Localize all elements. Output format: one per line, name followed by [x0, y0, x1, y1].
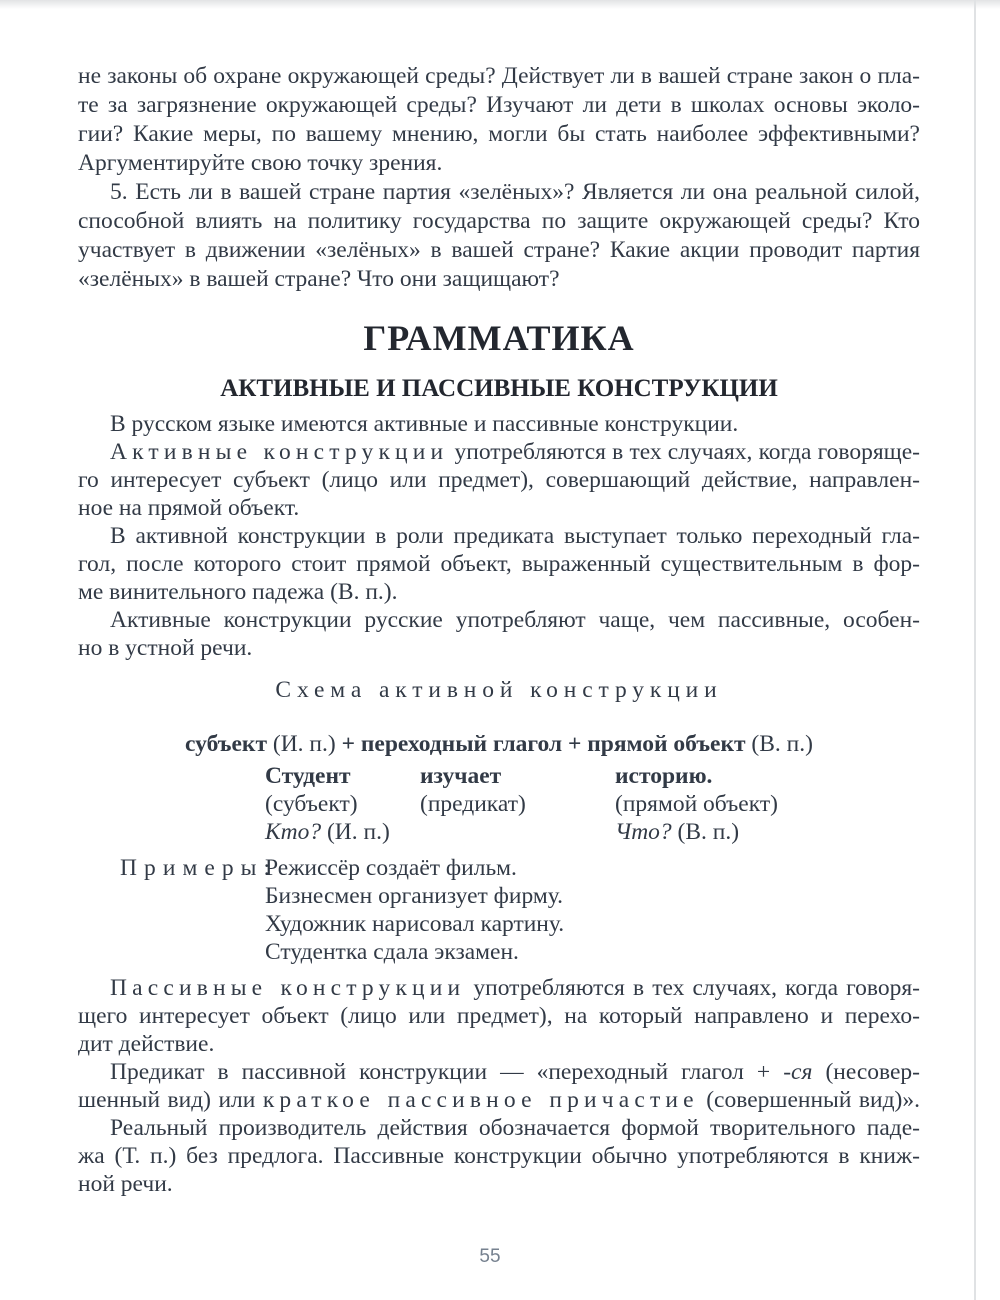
schema-example-table	[265, 762, 920, 846]
section-title: ГРАММАТИКА	[363, 318, 635, 358]
text-run: (совершенный вид)».	[698, 1087, 920, 1113]
examples-list	[265, 854, 564, 966]
example-item: Художник нарисовал картину.	[265, 911, 565, 937]
text-run: шенный вид) или	[78, 1087, 263, 1113]
text-line: ной речи.	[78, 1171, 173, 1197]
text-line: Активные конструкции русские употребляют чаще, чем пассивные, особен-	[110, 607, 920, 633]
text-line: Аргументируйте свою точку зрения.	[78, 150, 443, 176]
table-cell: историю.	[615, 763, 713, 789]
table-cell	[265, 818, 420, 846]
text-line: «зелёных» в вашей стране? Что они защищают?	[78, 266, 560, 292]
text-line: В русском языке имеются активные и пассивные конструкции.	[110, 411, 739, 437]
example-item: Бизнесмен организует фирму.	[265, 883, 563, 909]
schema-title: Схема активной конструкции	[275, 677, 723, 703]
intro-paragraph-1	[78, 62, 920, 178]
text-line	[78, 1058, 920, 1086]
case-label: (И. п.)	[321, 819, 390, 845]
question-word: Что?	[615, 819, 672, 845]
table-cell: изучает	[420, 763, 502, 789]
table-cell: (прямой объект)	[615, 791, 778, 817]
text-line: ное на прямой объект.	[78, 495, 300, 521]
case-label: (В. п.)	[671, 819, 740, 845]
scan-right-edge-line	[974, 0, 976, 1300]
text-line: жа (Т. п.) без предлога. Пассивные конструкции обычно употребляются в книж-	[78, 1143, 920, 1169]
text-line	[78, 974, 920, 1002]
table-cell	[615, 818, 920, 846]
formula-subject-case: (И. п.)	[272, 731, 336, 757]
text-run: употребляются в тех случаях, когда говоря-	[465, 975, 920, 1001]
text-line: 5. Есть ли в вашей стране партия «зелёных»? Является ли она реальной силой,	[110, 179, 920, 205]
emphasized-term: краткое пассивное причастие	[262, 1087, 699, 1113]
section-subtitle: АКТИВНЫЕ И ПАССИВНЫЕ КОНСТРУКЦИИ	[220, 375, 778, 402]
particle-sya: -ся	[783, 1059, 813, 1085]
emphasized-term: Пассивные конструкции	[110, 975, 466, 1001]
table-cell: Студент	[265, 763, 351, 789]
text-run: (несовер-	[812, 1059, 920, 1085]
text-line: гол, после которого стоит прямой объект, выраженный существительным в фор-	[78, 551, 920, 577]
examples-block	[78, 854, 920, 966]
text-line: Реальный производитель действия обозначается формой творительного паде-	[110, 1115, 920, 1141]
text-line: ме винительного падежа (В. п.).	[78, 579, 398, 605]
formula-middle: + переходный глагол + прямой объект	[335, 731, 752, 757]
text-line: щего интересует объект (лицо или предмет), на который направлено и перехо-	[78, 1003, 920, 1029]
question-word: Кто?	[265, 819, 322, 845]
text-line: не законы об охране окружающей среды? Действует ли в вашей стране закон о пла-	[78, 63, 920, 89]
schema-formula	[78, 730, 920, 758]
intro-paragraph-2	[78, 178, 920, 294]
text-line: но в устной речи.	[78, 635, 253, 661]
text-line: те за загрязнение окружающей среды? Изучают ли дети в школах основы эколо-	[78, 92, 920, 118]
table-cell: (предикат)	[420, 791, 526, 817]
table-cell: (субъект)	[265, 791, 358, 817]
formula-subject: субъект	[185, 731, 273, 757]
text-line: способной влиять на политику государства по защите окружающей среды? Кто	[78, 208, 920, 234]
grammar-paragraphs	[78, 410, 920, 662]
text-line: участвует в движении «зелёных» в вашей стране? Какие акции проводит партия	[78, 237, 920, 263]
text-line: В активной конструкции в роли предиката выступает только переходный гла-	[110, 523, 920, 549]
text-line	[78, 438, 920, 466]
text-run: Предикат в пассивной конструкции — «переходный глагол +	[110, 1059, 784, 1085]
example-item: Режиссёр создаёт фильм.	[265, 855, 517, 881]
text-line: го интересует субъект (лицо или предмет), совершающий действие, направлен-	[78, 467, 920, 493]
emphasized-term: Активные конструкции	[110, 439, 449, 465]
example-item: Студентка сдала экзамен.	[265, 939, 519, 965]
page-text-block	[78, 62, 920, 1198]
text-run: употребляются в тех случаях, когда говоряще-	[448, 439, 920, 465]
table-cell	[420, 818, 615, 846]
text-line	[78, 1086, 920, 1114]
text-line: гии? Какие меры, по вашему мнению, могли бы стать наиболее эффективными?	[78, 121, 920, 147]
examples-label: Примеры:	[120, 855, 278, 881]
scan-top-edge-shadow	[0, 0, 1000, 9]
passive-paragraphs	[78, 974, 920, 1198]
text-line: дит действие.	[78, 1031, 215, 1057]
page-number: 55	[479, 1246, 501, 1267]
formula-object-case: (В. п.)	[751, 731, 813, 757]
